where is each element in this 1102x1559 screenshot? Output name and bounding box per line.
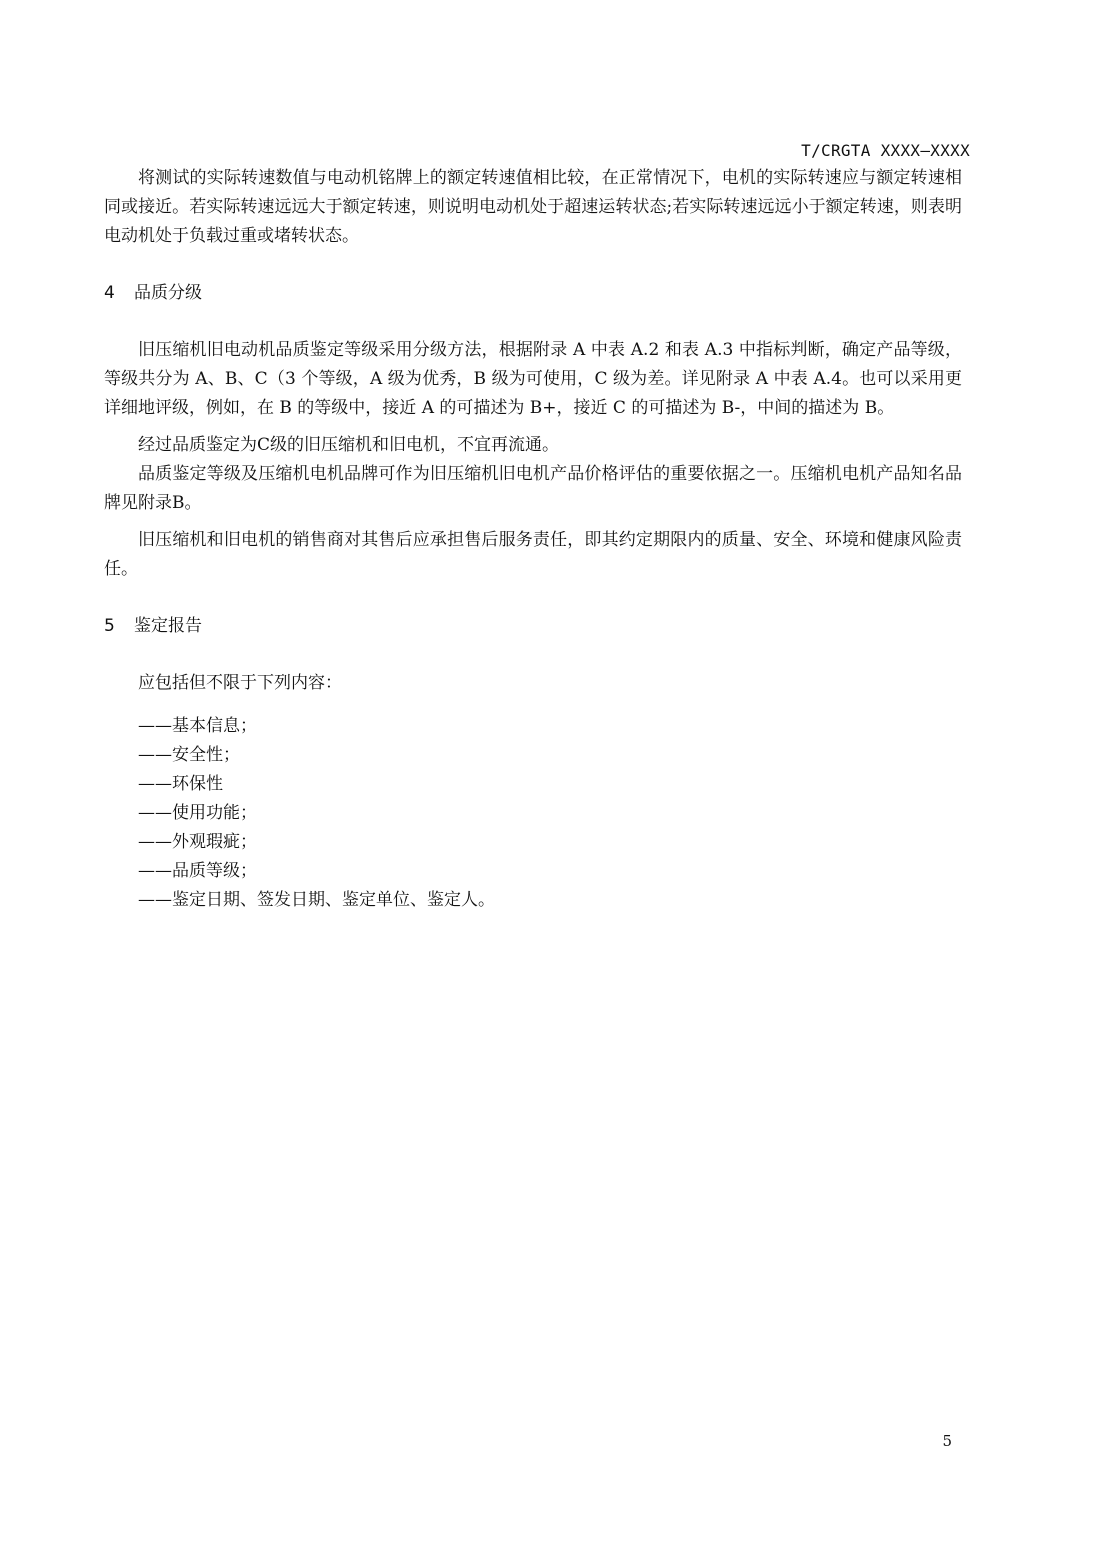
intro-paragraph: 将测试的实际转速数值与电动机铭牌上的额定转速值相比较，在正常情况下，电机的实际转速应与额定转速相同或接近。若实际转速远远大于额定转速，则说明电动机处于超速运转状态;若实际转速远远小于额定转速，则表明电动机处于负载过重或堵转状态。 [104, 168, 962, 246]
list-item: ——鉴定日期、签发日期、鉴定单位、鉴定人。 [138, 890, 495, 910]
section-5-heading [104, 612, 962, 641]
list-item: ——安全性； [138, 745, 240, 765]
document-code: T/CRGTA XXXX—XXXX [801, 141, 970, 160]
section-4-title: 品质分级 [134, 283, 202, 303]
list-item: ——使用功能； [138, 803, 257, 823]
section-4-paragraph-3: 品质鉴定等级及压缩机电机品牌可作为旧压缩机旧电机产品价格评估的重要依据之一。压缩机电机产品知名品牌见附录B。 [104, 464, 962, 513]
report-contents-list [104, 712, 962, 915]
list-item: ——品质等级； [138, 861, 257, 881]
section-4-paragraph-2: 经过品质鉴定为C级的旧压缩机和旧电机，不宜再流通。 [138, 435, 560, 455]
list-item: ——外观瑕疵； [138, 832, 257, 852]
section-4-heading [104, 279, 962, 308]
list-item: ——基本信息； [138, 716, 257, 736]
section-5-number: 5 [104, 616, 115, 636]
section-4-paragraph-4: 旧压缩机和旧电机的销售商对其售后应承担售后服务责任，即其约定期限内的质量、安全、环境和健康风险责任。 [104, 530, 962, 579]
page-number: 5 [942, 1432, 952, 1450]
list-item: ——环保性 [138, 774, 223, 794]
section-4-number: 4 [104, 283, 115, 303]
section-5-title: 鉴定报告 [134, 616, 202, 636]
page-content [104, 164, 962, 915]
section-4-paragraph-1: 旧压缩机旧电动机品质鉴定等级采用分级方法，根据附录 A 中表 A.2 和表 A.3 中指标判断，确定产品等级，等级共分为 A、B、C（3 个等级，A 级为优秀，B 级为可使用，C 级为差。详见附录 A 中表 A.4。也可以采用更详细地评级，例如，在 B 的等级中，接近 A 的可描述为 B+，接近 C 的可描述为 B-，中间的描述为 B。 [104, 340, 962, 418]
section-5-intro: 应包括但不限于下列内容： [138, 673, 342, 693]
